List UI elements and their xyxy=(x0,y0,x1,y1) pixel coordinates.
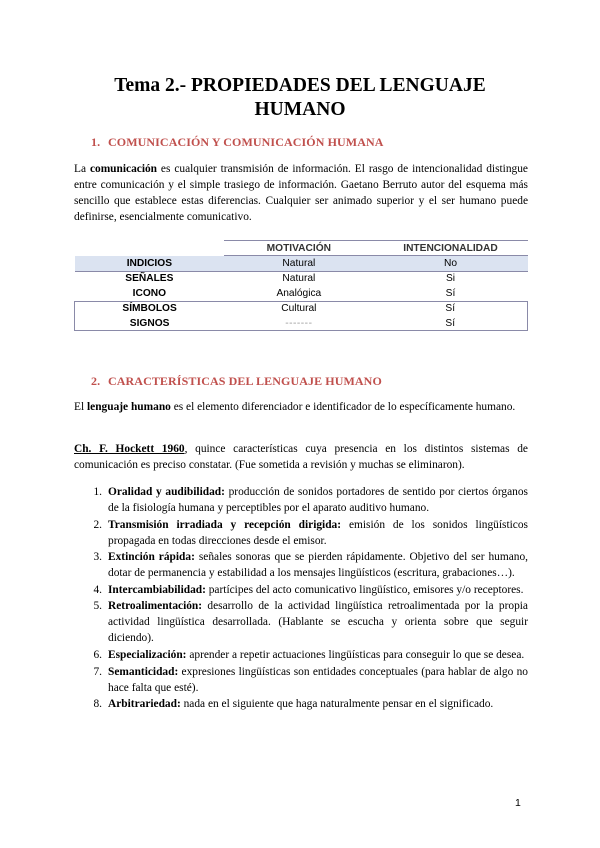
section-1-paragraph xyxy=(74,161,528,225)
table-cell: SIGNOS xyxy=(75,316,225,331)
item-number: 2. xyxy=(93,518,102,531)
section-2-number: 2. xyxy=(91,374,101,388)
table-row xyxy=(75,316,528,331)
list-item xyxy=(74,517,528,549)
section-2-heading xyxy=(91,374,382,389)
term-comunicacion: comunicación xyxy=(89,163,158,175)
section-2-paragraph-1 xyxy=(74,399,528,415)
item-term: Arbitrariedad: xyxy=(108,698,181,711)
item-number: 1. xyxy=(93,486,102,498)
item-term: Especialización: xyxy=(108,648,187,661)
para-text: , quince características cuya presencia en los distintos sistemas de comunicación es preciso constatar. (Fue sometida a revisión y muchas se eliminaron). xyxy=(74,443,528,471)
list-item xyxy=(74,664,528,696)
item-text: desarrollo de la actividad lingüística retroalimentada por la propia actividad lingüística desarrollada. (Hablante se escucha y orienta sobre que seguir diciendo). xyxy=(108,600,528,645)
para-prefix: El xyxy=(74,401,87,413)
para-text: es el elemento diferenciador e identificador de lo específicamente humano. xyxy=(170,401,516,413)
document-title xyxy=(70,74,530,122)
item-text: emisión de los sonidos lingüísticos propagada en todas direcciones desde el emisor. xyxy=(108,518,528,547)
item-text: producción de sonidos portadores de sentido por ciertos órganos de la fisiología humana y perceptibles por el aparato auditivo humano. xyxy=(108,486,528,514)
table-cell: ICONO xyxy=(132,287,167,299)
item-term: Retroalimentación: xyxy=(108,600,203,613)
table-cell: INDICIOS xyxy=(75,256,225,271)
title-line-2: HUMANO xyxy=(254,99,346,120)
section-1-number: 1. xyxy=(91,135,101,149)
table-cell: ------- xyxy=(224,316,373,331)
section-1-title: COMUNICACIÓN Y COMUNICACIÓN HUMANA xyxy=(108,135,384,149)
section-1-heading xyxy=(91,135,384,150)
item-number: 3. xyxy=(93,551,102,564)
table-cell: Sí xyxy=(373,301,527,316)
item-term: Extinción rápida: xyxy=(108,551,195,564)
list-item xyxy=(74,582,528,598)
table-row xyxy=(75,286,528,301)
table-cell: Natural xyxy=(224,271,373,286)
table-header-row xyxy=(75,241,528,256)
table-header-intencionalidad: INTENCIONALIDAD xyxy=(373,241,527,256)
hockett-reference: Ch. F. Hockett 1960 xyxy=(74,443,185,455)
table-header-motivacion: MOTIVACIÓN xyxy=(224,241,373,256)
item-text: expresiones lingüísticas son entidades conceptuales (para hablar de algo no hace falta que esté). xyxy=(108,665,528,694)
item-number: 7. xyxy=(93,665,102,678)
berruto-table xyxy=(74,240,528,331)
item-term: Semanticidad: xyxy=(108,665,179,678)
item-term: Oralidad y audibilidad: xyxy=(108,486,225,498)
hockett-features-list xyxy=(74,484,528,713)
term-lenguaje-humano: lenguaje humano xyxy=(86,401,171,413)
table-cell: Sí xyxy=(373,316,527,331)
table-row xyxy=(75,271,528,286)
table-row xyxy=(75,301,528,316)
table-row xyxy=(75,256,528,271)
item-term: Intercambiabilidad: xyxy=(108,583,206,596)
item-term: Transmisión irradiada y recepción dirigida: xyxy=(108,518,342,531)
section-2-title: CARACTERÍSTICAS DEL LENGUAJE HUMANO xyxy=(108,374,382,388)
item-number: 8. xyxy=(93,698,102,711)
para-text: es cualquier transmisión de información. El rasgo de intencionalidad distingue entre comunicación y el simple trasiego de información. Gaetano Berruto autor del esquema más sencillo que establece estas diferencias. Cualquier ser animado superior y el ser humano puede definirse, esencialmente comunicativo. xyxy=(74,163,528,223)
item-text: señales sonoras que se pierden rápidamente. Objetivo del ser humano, dotar de permanencia y estabilidad a los mensajes lingüísticos (escritura, grabaciones…). xyxy=(108,551,528,580)
list-item xyxy=(74,647,528,663)
item-number: 4. xyxy=(93,583,102,596)
item-text: aprender a repetir actuaciones lingüísticas para conseguir lo que se desea. xyxy=(186,648,525,661)
section-2-paragraph-2 xyxy=(74,441,528,473)
table-cell: SÍMBOLOS xyxy=(75,301,225,316)
table-cell: Analógica xyxy=(276,287,322,299)
table-cell: Natural xyxy=(224,256,373,271)
item-number: 5. xyxy=(93,600,102,613)
list-item xyxy=(74,696,528,712)
item-number: 6. xyxy=(93,648,102,661)
item-text: partícipes del acto comunicativo lingüístico, emisores y/o receptores. xyxy=(205,583,524,596)
item-text: nada en el siguiente que haga naturalmente pensar en el significado. xyxy=(180,698,494,711)
list-item xyxy=(74,598,528,646)
table-cell: Sí xyxy=(445,287,456,299)
table-cell: Si xyxy=(373,271,527,286)
page-number: 1 xyxy=(515,797,521,809)
list-item xyxy=(74,484,528,516)
para-prefix: La xyxy=(74,163,90,175)
list-item xyxy=(74,549,528,581)
table-cell: No xyxy=(373,256,527,271)
title-line-1: Tema 2.- PROPIEDADES DEL LENGUAJE xyxy=(114,75,486,96)
table-cell: SEÑALES xyxy=(75,271,225,286)
table-cell: Cultural xyxy=(224,301,373,316)
table-header-empty xyxy=(75,241,225,256)
